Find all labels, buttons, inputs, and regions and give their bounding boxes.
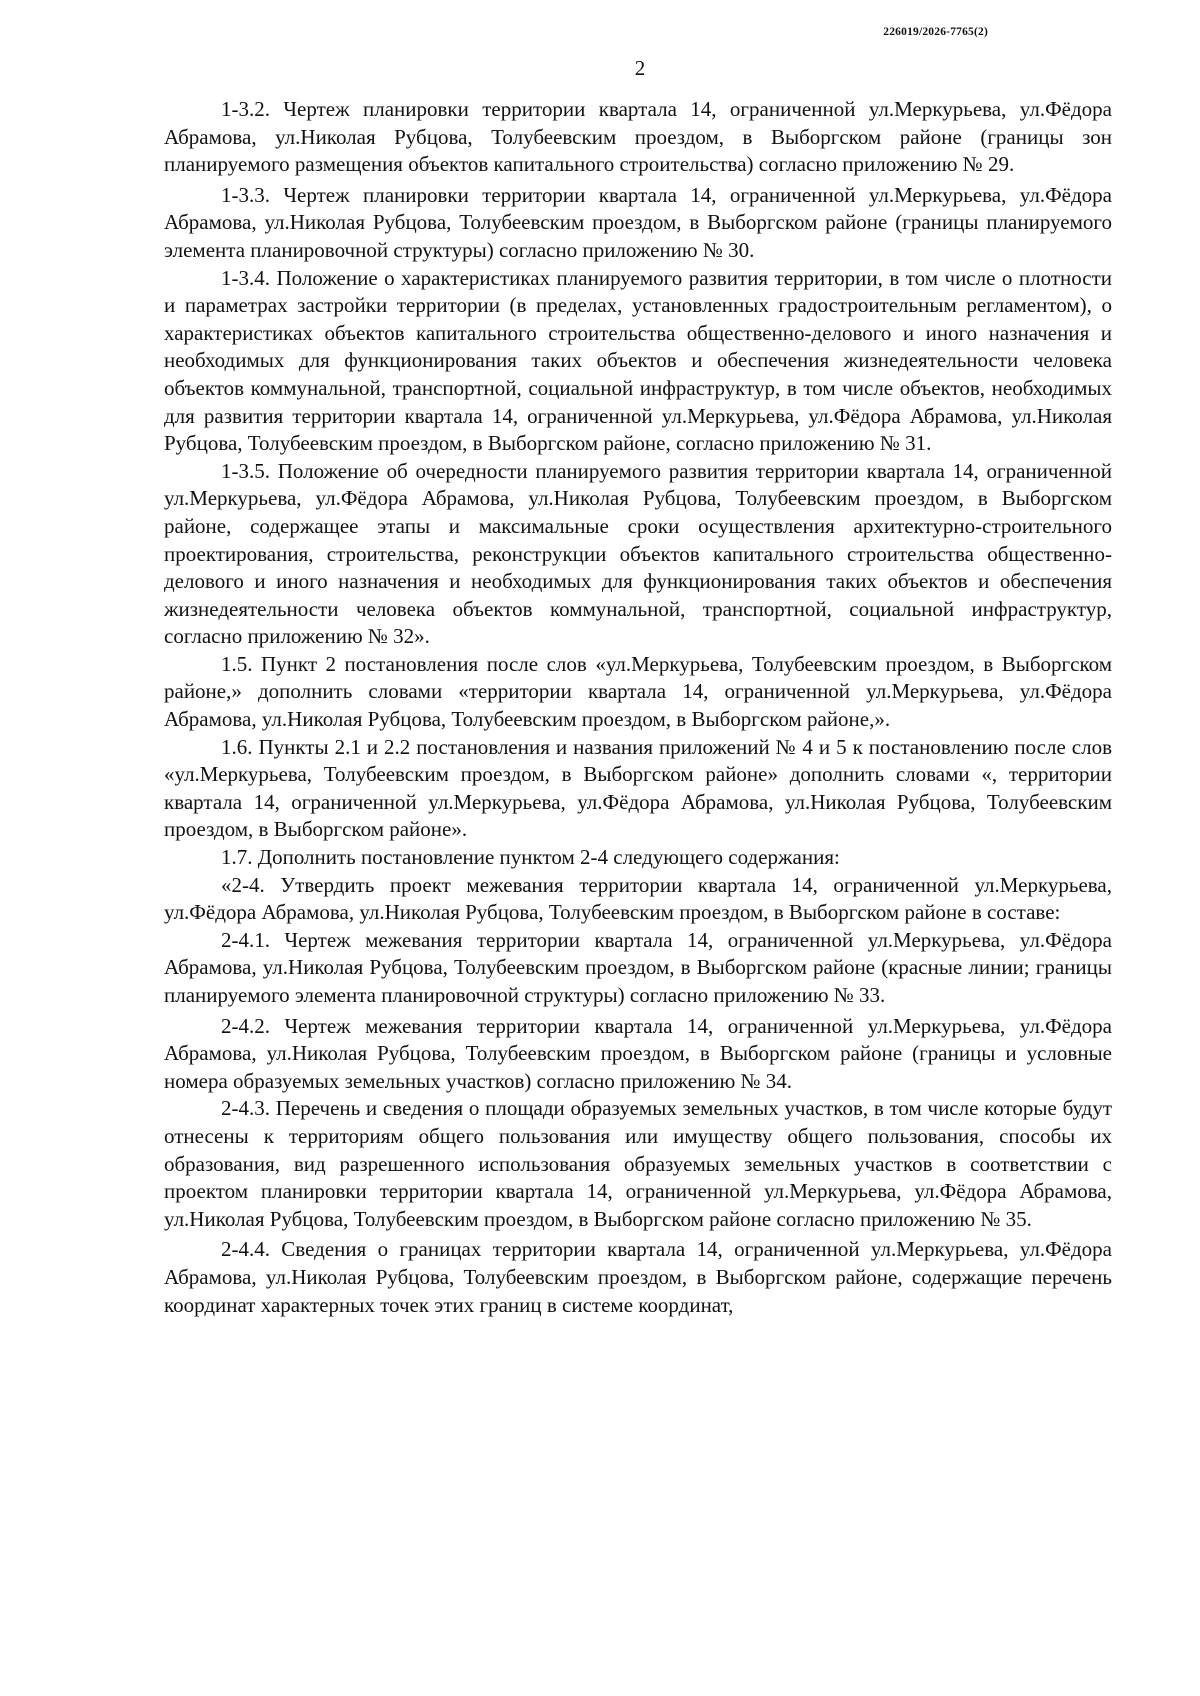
paragraph-1-5: 1.5. Пункт 2 постановления после слов «ул.Меркурьева, Толубеевским проездом, в Выборгском районе,» дополнить словами «территории квартала 14, ограниченной ул.Меркурьева, ул.Фёдора Абрамова, ул.Николая Рубцова, Толубеевским проездом, в Выборгском районе,». bbox=[164, 651, 1112, 732]
paragraph-2-4-4: 2-4.4. Сведения о границах территории квартала 14, ограниченной ул.Меркурьева, ул.Фёдора Абрамова, ул.Николая Рубцова, Толубеевским проездом, в Выборгском районе, содержащие перечень координат характерных точек этих границ в системе координат, bbox=[164, 1237, 1112, 1317]
paragraph-2-4-2: 2-4.2. Чертеж межевания территории квартала 14, ограниченной ул.Меркурьева, ул.Фёдора Абрамова, ул.Николая Рубцова, Толубеевским проездом, в Выборгском районе (границы и условные номера образуемых земельных участков) согласно приложению № 34. bbox=[164, 1013, 1112, 1093]
paragraph-1-3-4: 1-3.4. Положение о характеристиках планируемого развития территории, в том числе о плотности и параметрах застройки территории (в пределах, установленных градостроительным регламентом), о характеристиках объектов капитального строительства общественно-делового и иного назначения и необходимых для функционирования таких объектов и обеспечения жизнедеятельности человека объектов коммунальной, транспортной, социальной инфраструктур, в том числе объектов, необходимых для развития территории квартала 14, ограниченной ул.Меркурьева, ул.Фёдора Абрамова, ул.Николая Рубцова, Толубеевским проездом, в Выборгском районе, согласно приложению № 31. bbox=[164, 265, 1112, 456]
paragraph-1-3-3: 1-3.3. Чертеж планировки территории квартала 14, ограниченной ул.Меркурьева, ул.Фёдора Абрамова, ул.Николая Рубцова, Толубеевским проездом, в Выборгском районе (границы планируемого элемента планировочной структуры) согласно приложению № 30. bbox=[164, 182, 1112, 262]
paragraph-2-4-1: 2-4.1. Чертеж межевания территории квартала 14, ограниченной ул.Меркурьева, ул.Фёдора Абрамова, ул.Николая Рубцова, Толубеевским проездом, в Выборгском районе (красные линии; границы планируемого элемента планировочной структуры) согласно приложению № 33. bbox=[164, 927, 1112, 1007]
paragraph-2-4-3: 2-4.3. Перечень и сведения о площади образуемых земельных участков, в том числе которые будут отнесены к территориям общего пользования или имуществу общего пользования, способы их образования, вид разрешенного использования образуемых земельных участков в соответствии с проектом планировки территории квартала 14, ограниченной ул.Меркурьева, ул.Фёдора Абрамова, ул.Николая Рубцова, Толубеевским проездом, в Выборгском районе согласно приложению № 35. bbox=[164, 1096, 1112, 1231]
paragraph-2-4: «2-4. Утвердить проект межевания территории квартала 14, ограниченной ул.Меркурьева, ул.Фёдора Абрамова, ул.Николая Рубцова, Толубеевским проездом, в Выборгском районе в составе: bbox=[164, 872, 1112, 925]
paragraph-1-3-5: 1-3.5. Положение об очередности планируемого развития территории квартала 14, ограниченной ул.Меркурьева, ул.Фёдора Абрамова, ул.Николая Рубцова, Толубеевским проездом, в Выборгском районе, содержащее этапы и максимальные сроки осуществления архитектурно-строительного проектирования, строительства, реконструкции объектов капитального строительства общественно-делового и иного назначения и необходимых для функционирования таких объектов и обеспечения жизнедеятельности человека объектов коммунальной, транспортной, социальной инфраструктур, согласно приложению № 32». bbox=[164, 458, 1112, 649]
document-body bbox=[164, 96, 1112, 1319]
paragraph-1-6: 1.6. Пункты 2.1 и 2.2 постановления и названия приложений № 4 и 5 к постановлению после слов «ул.Меркурьева, Толубеевским проездом, в Выборгском районе» дополнить словами «, территории квартала 14, ограниченной ул.Меркурьева, ул.Фёдора Абрамова, ул.Николая Рубцова, Толубеевским проездом, в Выборгском районе». bbox=[164, 734, 1112, 842]
paragraph-1-3-2: 1-3.2. Чертеж планировки территории квартала 14, ограниченной ул.Меркурьева, ул.Фёдора Абрамова, ул.Николая Рубцова, Толубеевским проездом, в Выборгском районе (границы зон планируемого размещения объектов капитального строительства) согласно приложению № 29. bbox=[164, 97, 1112, 177]
paragraph-1-7: 1.7. Дополнить постановление пунктом 2-4 следующего содержания: bbox=[221, 845, 840, 870]
page-number: 2 bbox=[634, 56, 646, 80]
document-registration-number: 226019/2026-7765(2) bbox=[883, 26, 988, 38]
